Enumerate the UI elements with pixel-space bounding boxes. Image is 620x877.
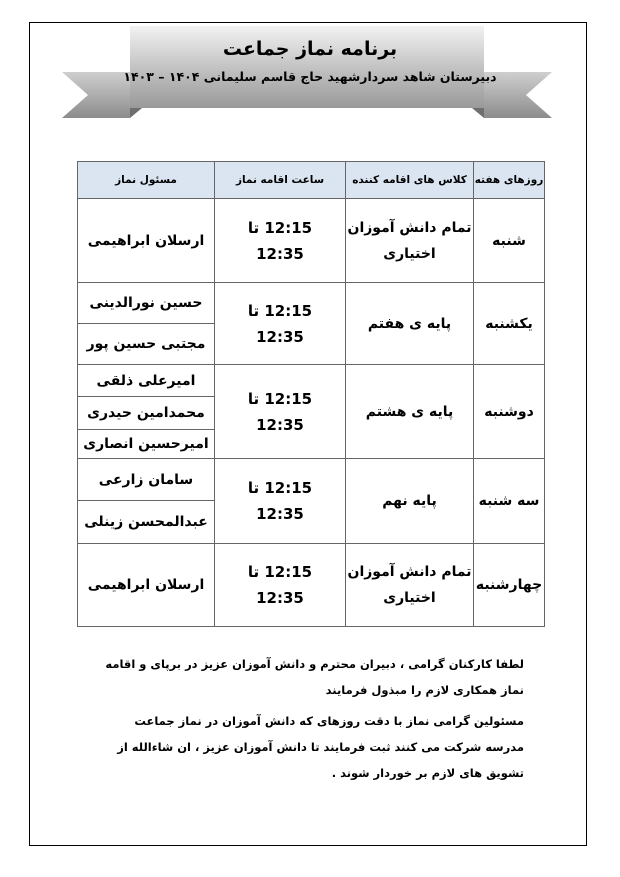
class-cell: پایه ی هشتم [346,365,474,459]
table-row [78,199,545,283]
day-cell: چهارشنبه [474,544,545,627]
note-paragraph: لطفا کارکنان گرامی ، دبیران محترم و دانش آموزان عزیز در برپای و اقامه نماز همکاری لازم را مبذول فرمایند [105,657,524,697]
day-cell: یکشنبه [474,283,545,365]
table-row [78,365,545,397]
responsible-cell: محمدامین حیدری [78,397,215,430]
time-start: 12:15 تا [247,301,313,320]
time-end: 12:35 [256,327,304,346]
page-title: برنامه نماز جماعت [222,38,398,60]
class-cell: پایه نهم [346,459,474,544]
table-row [78,544,545,627]
time-cell [215,459,346,544]
time-cell [215,365,346,459]
time-start: 12:15 تا [247,389,313,408]
time-start: 12:15 تا [247,218,313,237]
header-class: کلاس های اقامه کننده [346,162,474,199]
responsible-cell: سامان زارعی [78,459,215,501]
header-day: روزهای هفته [474,162,545,199]
responsible-cell: ارسلان ابراهیمی [78,544,215,627]
day-cell: دوشنبه [474,365,545,459]
time-start: 12:15 تا [247,479,313,497]
class-cell: تمام دانش آموزان اختیاری [346,199,474,283]
page-subtitle: دبیرستان شاهد سردارشهید حاج قاسم سلیمانی ۱۴۰۴ – ۱۴۰۳ [123,69,497,84]
header-responsible: مسئول نماز [78,162,215,199]
class-cell: پایه ی هفتم [346,283,474,365]
class-cell: تمام دانش آموزان اختیاری [346,544,474,627]
note-paragraph: مسئولین گرامی نماز با دقت روزهای که دانش آموزان در نماز جماعت مدرسه شرکت می کنند ثبت فرمایند تا دانش آموزان عزیز ، ان شاءالله از تشویق های لازم بر خوردار شوند . [117,714,524,780]
time-cell [215,544,346,627]
header-time: ساعت اقامه نماز [215,162,346,199]
responsible-cell: ارسلان ابراهیمی [78,199,215,283]
time-end: 12:35 [256,589,304,607]
day-cell: سه شنبه [474,459,545,544]
day-cell: شنبه [474,199,545,283]
responsible-cell: امیرعلی ذلقی [78,365,215,397]
time-end: 12:35 [256,415,304,434]
responsible-cell: امیرحسین انصاری [78,430,215,459]
table-row [78,459,545,501]
time-end: 12:35 [256,505,304,523]
table-header-row [78,162,545,199]
responsible-cell: عبدالمحسن زینلی [78,501,215,544]
time-end: 12:35 [256,244,304,263]
time-start: 12:15 تا [247,563,313,581]
schedule-table [77,161,545,627]
responsible-cell: مجتبی حسین پور [78,324,215,365]
responsible-cell: حسین نورالدینی [78,283,215,324]
table-row [78,283,545,324]
time-cell [215,283,346,365]
time-cell [215,199,346,283]
